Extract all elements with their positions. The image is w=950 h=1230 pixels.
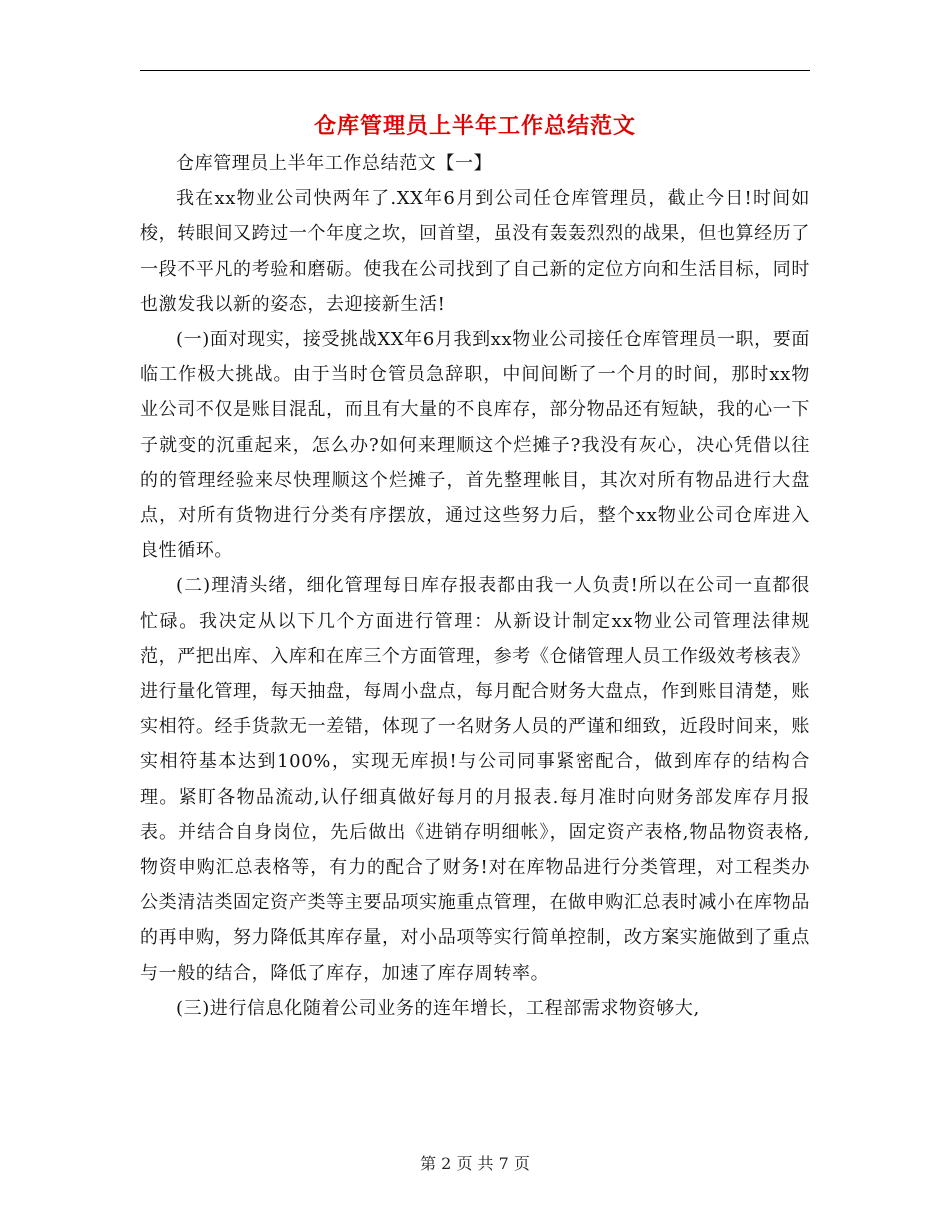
document-title: 仓库管理员上半年工作总结范文 bbox=[313, 113, 636, 139]
paragraph-intro: 我在xx物业公司快两年了.XX年6月到公司任仓库管理员，截止今日!时间如梭，转眼间又跨过一个年度之坎，回首望，虽没有轰轰烈烈的战果，但也算经历了一段不平凡的考验和磨砺。使我在公司找到了自己新的定位方向和生活目标，同时也激发我以新的姿态，去迎接新生活! bbox=[140, 188, 810, 315]
paragraph-section-3: (三)进行信息化随着公司业务的连年增长，工程部需求物资够大, bbox=[176, 997, 700, 1019]
page-number: 第 2 页 共 7 页 bbox=[420, 1154, 530, 1173]
document-body bbox=[140, 146, 810, 1026]
section-heading: 仓库管理员上半年工作总结范文【一】 bbox=[176, 153, 493, 174]
header-rule bbox=[140, 70, 810, 71]
paragraph-section-2: (二)理清头绪，细化管理每日库存报表都由我一人负责!所以在公司一直都很忙碌。我决定从以下几个方面进行管理：从新设计制定xx物业公司管理法律规范，严把出库、入库和在库三个方面管理，参考《仓储管理人员工作级效考核表》进行量化管理，每天抽盘，每周小盘点，每月配合财务大盘点，作到账目清楚，账实相符。经手货款无一差错，体现了一名财务人员的严谨和细致，近段时间来，账实相符基本达到100%，实现无库损!与公司同事紧密配合，做到库存的结构合理。紧盯各物品流动,认仔细真做好每月的月报表.每月准时向财务部发库存月报表。并结合自身岗位，先后做出《进销存明细帐》，固定资产表格,物品物资表格,物资申购汇总表格等，有力的配合了财务!对在库物品进行分类管理，对工程类办公类清洁类固定资产类等主要品项实施重点管理，在做申购汇总表时减小在库物品的再申购，努力降低其库存量，对小品项等实行简单控制，改方案实施做到了重点与一般的结合，降低了库存，加速了库存周转率。 bbox=[140, 575, 810, 984]
paragraph-section-1: (一)面对现实，接受挑战XX年6月我到xx物业公司接任仓库管理员一职，要面临工作极大挑战。由于当时仓管员急辞职，中间间断了一个月的时间，那时xx物业公司不仅是账目混乱，而且有大量的不良库存，部分物品还有短缺，我的心一下子就变的沉重起来，怎么办?如何来理顺这个烂摊子?我没有灰心，决心凭借以往的的管理经验来尽快理顺这个烂摊子，首先整理帐目，其次对所有物品进行大盘点，对所有货物进行分类有序摆放，通过这些努力后，整个xx物业公司仓库进入良性循环。 bbox=[140, 329, 810, 562]
